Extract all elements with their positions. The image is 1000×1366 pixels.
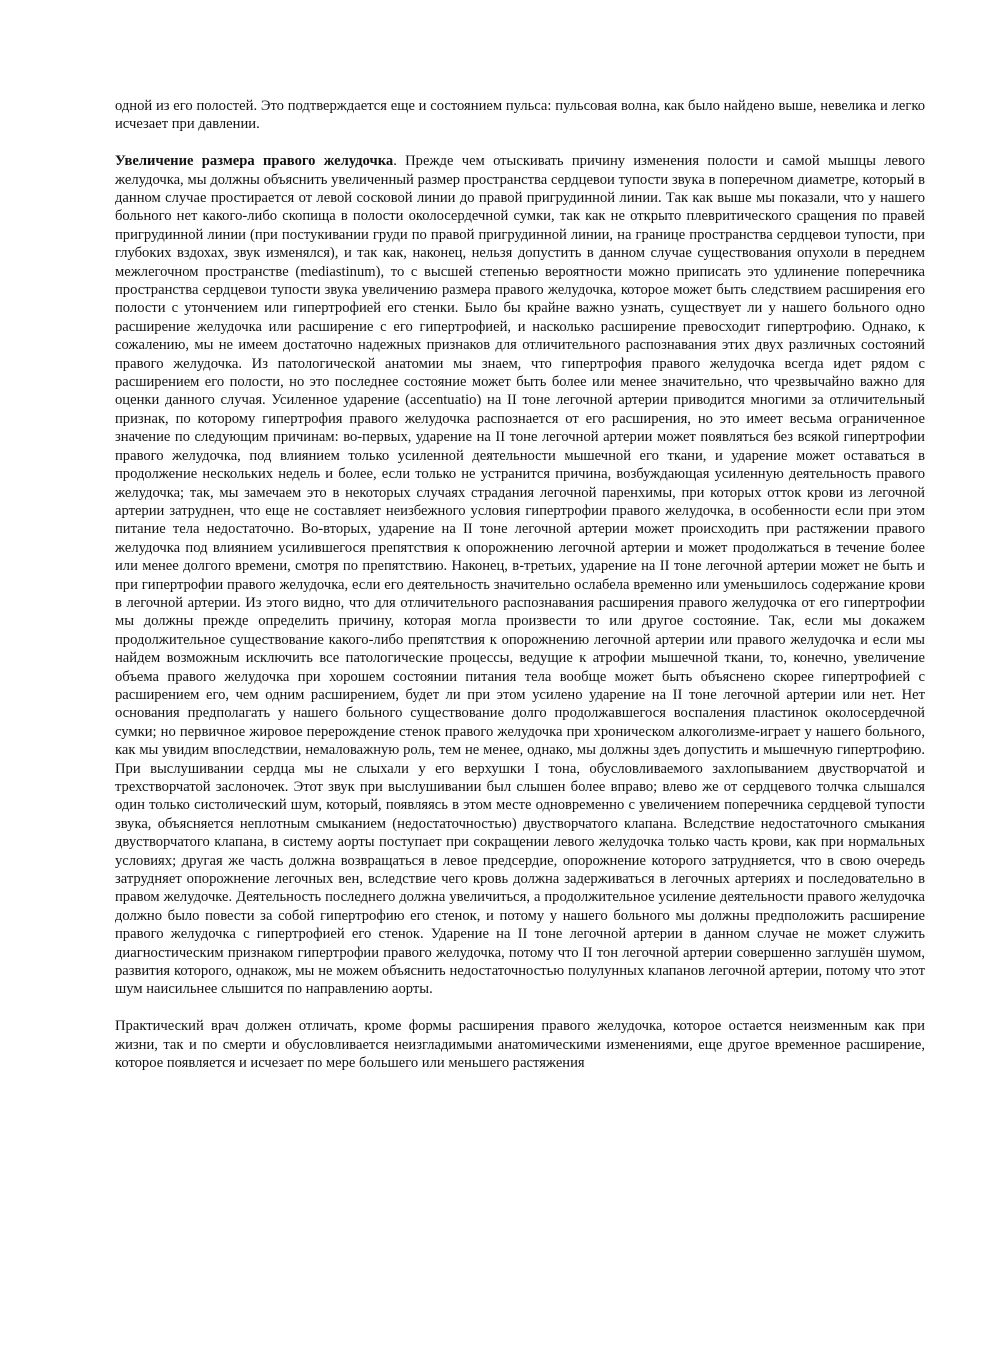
section-body: . Прежде чем отыскивать причину изменения полости и самой мышцы левого желудочка, мы должны объяснить увеличенный размер пространства сердцевои тупости звука в поперечном диаметре, который в данном случае простирается от левой сосковой линии до правой пригрудинной линии. Так как выше мы показали, что у нашего больного нет какого-либо скопища в полости околосердечной сумки, так как не открыто плевритического сращения по правей пригрудинной линии (при постукивании груди по правой пригрудинной линии, на границе пространства сердцевои тупости, при глубоких вздохах, звук изменялся), и так как, наконец, нельзя допустить в данном случае существования опухоли в переднем межлегочном пространстве (mediastinum), то с высшей степенью вероятности можно приписать это удлинение поперечника пространства сердцевои тупости звука увеличению размера правого желудочка, которое может быть следствием расширения его полости с утончением или гипертрофией его стенки. Было бы крайне важно узнать, существует ли у нашего больного одно расширение желудочка или расширение с его гипертрофией, и насколько расширение превосходит гипертрофию. Однако, к сожалению, мы не имеем достаточно надежных признаков для отличительного распознавания этих двух различных состояний правого желудочка. Из патологической анатомии мы знаем, что гипертрофия правого желудочка всегда идет рядом с расширением его полости, но это последнее состояние может быть более или менее значительно, что чрезвычайно важно для оценки данного случая. Усиленное ударение (accentuatio) на II тоне легочной артерии приводится многими за отличительный признак, по которому гипертрофия правого желудочка распознается от его расширения, но это имеет весьма ограниченное значение по следующим причинам: во-первых, ударение на II тоне легочной артерии может появляться без всякой гипертрофии правого желудочка, под влиянием только усиленной деятельности мышечной его ткани, и ударение может оставаться в продолжение нескольких недель и более, если только не устранится причина, возбуждающая усиленную деятельность правого желудочка; так, мы замечаем это в некоторых случаях страдания легочной паренхимы, при которых отток крови из легочной артерии затруднен, что еще не составляет неизбежного условия гипертрофии правого желудочка, в особенности если при этом питание тела недостаточно. Во-вторых, ударение на II тоне легочной артерии может происходить при растяжении правого желудочка под влиянием усилившегося препятствия к опорожнению легочной артерии и может продолжаться в течение более или менее долгого времени, смотря по препятствию. Наконец, в-третьих, ударение на II тоне легочной артерии может не быть и при гипертрофии правого желудочка, если его деятельность значительно ослабела временно или уменьшилось содержание крови в легочной артерии. Из этого видно, что для отличительного распознавания расширения правого желудочка от его гипертрофии мы должны прежде определить причину, которая могла произвести то или другое состояние. Так, если мы докажем продолжительное существование какого-либо препятствия к опорожнению легочной артерии или правого желудочка и если мы найдем возможным исключить все патологические процессы, ведущие к атрофии мышечной ткани, то, конечно, увеличение объема правого желудочка при хорошем состоянии питания тела вообще может быть объяснено скорее гипертрофией с расширением его, чем одним расширением, будет ли при этом усилено ударение на II тоне легочной артерии или нет. Нет основания предполагать у нашего больного существование долго продолжавшегося воспаления пластинок околосердечной сумки; но первичное жировое перерождение стенок правого желудочка при хроническом алкоголизме-играет у нашего больного, как мы увидим впоследствии, немаловажную роль, тем не менее, однако, мы должны здеъ допустить и мышечную гипертрофию. При выслушивании сердца мы не слыхали у его верхушки I тона, обусловливаемого захлопыванием двустворчатой и трехстворчатой заслоночек. Этот звук при выслушивании был слышен более вправо; влево же от сердцевого толчка слышался один только систолический шум, который, появляясь в этом месте одновременно с увеличением поперечника сердцевой тупости звука, объясняется неплотным смыканием (недостаточностью) двустворчатого клапана. Вследствие недостаточного смыкания двустворчатого клапана, в систему аорты поступает при сокращении левого желудочка только часть крови, как при нормальных условиях; другая же часть должна возвращаться в левое предсердие, опорожнение которого затрудняется, что в свою очередь затрудняет опорожнение легочных вен, вследствие чего кровь должна задерживаться в легочных артериях и последовательно в правом желудочке. Деятельность последнего должна увеличиться, а продолжительное усиление деятельности правого желудочка должно было повести за собой гипертрофию его стенок, и потому у нашего больного мы должны предположить расширение правого желудочка с гипертрофией его стенок. Ударение на II тоне легочной артерии в данном случае не может служить диагностическим признаком гипертрофии правого желудочка, потому что II тон легочной артерии совершенно заглушён шумом, развития которого, однакож, мы не можем объяснить недостаточностью полулунных клапанов легочной артерии, потому что этот шум наисильнее слышится по направлению аорты. bbox=[115, 153, 925, 998]
final-paragraph: Практический врач должен отличать, кроме формы расширения правого желудочка, которое остается неизменным как при жизни, так и по смерти и обусловливается неизгладимыми анатомическими изменениями, еще другое временное расширение, которое появляется и исчезает по мере большего или меньшего растяжения bbox=[115, 1018, 925, 1072]
section-paragraph bbox=[115, 152, 925, 999]
section-heading: Увеличение размера правого желудочка bbox=[115, 153, 394, 170]
intro-paragraph: одной из его полостей. Это подтверждается еще и состоянием пульса: пульсовая волна, как было найдено выше, невелика и легко исчезает при давлении. bbox=[115, 98, 925, 133]
document-page bbox=[115, 97, 925, 1073]
